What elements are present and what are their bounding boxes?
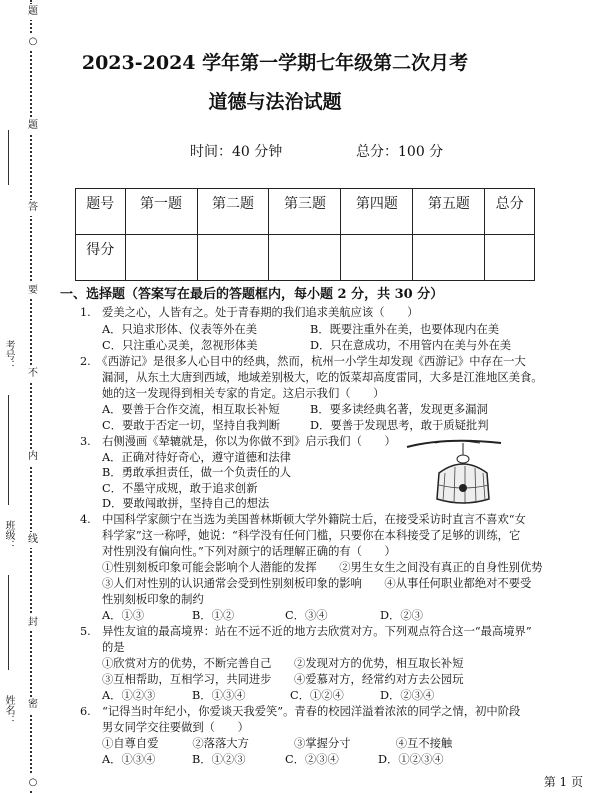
option-b: B．既要注重外在美，也要体现内在美 bbox=[310, 323, 500, 336]
option-d: D．要敢闯敢拼，坚持自己的想法 bbox=[102, 497, 270, 510]
seal-char: 题 bbox=[27, 118, 39, 134]
seal-char: 不 bbox=[27, 366, 39, 382]
score-header: 题号 bbox=[76, 189, 126, 235]
question-2-stem: 2. 《西游记》是很多人心目中的经典，然而，杭州一小学生却发现《西游记》中存在一大 bbox=[80, 355, 526, 368]
score-cell[interactable] bbox=[485, 235, 535, 281]
question-4-statement: ③人们对性别的认识通常会受到性别刻板印象的影响 ④从事任何职业都绝对不要受 bbox=[102, 577, 532, 590]
question-5-stem: 5. 异性友谊的最高境界：站在不远不近的地方去欣赏对方。下列观点符合这一“最高境界” bbox=[80, 625, 532, 638]
exam-id-label: 考号： bbox=[2, 335, 14, 375]
option-d: D．①②③④ bbox=[378, 753, 444, 766]
score-header: 总分 bbox=[485, 189, 535, 235]
option-d: D．只在意成功，不用管内在美与外在美 bbox=[310, 339, 512, 352]
option-d: D．②③ bbox=[380, 609, 423, 622]
section-title: 一、选择题（答案写在最后的答题框内，每小题 2 分，共 30 分） bbox=[60, 287, 444, 302]
seal-char: 密 bbox=[27, 697, 39, 713]
seal-char: 要 bbox=[27, 283, 39, 299]
seal-char: 内 bbox=[27, 449, 39, 465]
option-c: C．只注重心灵美，忽视形体美 bbox=[102, 339, 258, 352]
option-c: C．不墨守成规，敢于追求创新 bbox=[102, 482, 258, 495]
score-cell[interactable] bbox=[413, 235, 485, 281]
name-label: 姓名： bbox=[2, 690, 14, 730]
exam-subtitle: 道德与法治试题 bbox=[208, 91, 342, 113]
exam-title: 2023-2024 学年第一学期七年级第二次月考 bbox=[81, 52, 469, 74]
score-header: 第四题 bbox=[341, 189, 413, 235]
option-a: A．①③ bbox=[102, 609, 145, 622]
question-1-stem: 1. 爱美之心，人皆有之。处于青春期的我们追求美航应该（ ） bbox=[80, 306, 419, 319]
question-5-statement: ③互相帮助，互相学习，共同进步 ④爱慕对方，经常约对方去公园玩 bbox=[102, 673, 464, 686]
question-4-line: 对性别没有偏向性。”下列对颜宁的话理解正确的有（ ） bbox=[102, 545, 396, 558]
option-a: A．只追求形体、仪表等外在美 bbox=[102, 323, 258, 336]
question-6-stem: 6. “记得当时年纪小，你爱谈天我爱笑”。青春的校园洋溢着浓浓的同学之情，初中阶段 bbox=[80, 705, 521, 718]
question-4-line: 科学家”这一称呼，她说：“科学没有任何门槛，只要你在本科接受了足够的训练，它 bbox=[102, 529, 521, 542]
question-5-statement: ①欣赏对方的优势，不断完善自己 ②发现对方的优势，相互取长补短 bbox=[102, 657, 464, 670]
question-4-stem: 4. 中国科学家颜宁在当选为美国普林斯顿大学外籍院士后，在接受采访时直言不喜欢“女 bbox=[80, 513, 526, 526]
binding-margin bbox=[0, 0, 50, 793]
option-b: B．勇敢承担责任，做一个负责任的人 bbox=[102, 466, 292, 479]
seal-char: 封 bbox=[27, 615, 39, 631]
option-a: A．①②③ bbox=[102, 689, 156, 702]
question-2-line: 她的这一发现得到相关专家的肯定。这启示我们（ ） bbox=[102, 387, 385, 400]
score-cell[interactable] bbox=[341, 235, 413, 281]
option-b: B．①②③ bbox=[192, 753, 246, 766]
score-cell[interactable] bbox=[125, 235, 197, 281]
total-score-label: 总分：100 分 bbox=[356, 144, 444, 160]
option-c: C．①②④ bbox=[290, 689, 344, 702]
option-b: B．①③④ bbox=[192, 689, 246, 702]
score-cell[interactable] bbox=[269, 235, 341, 281]
option-d: D．要善于发现思考，敢于质疑批判 bbox=[310, 419, 489, 432]
question-6-line: 男女同学交往要做到（ ） bbox=[102, 721, 249, 734]
question-4-statement: 性别刻板印象的制约 bbox=[102, 593, 204, 606]
option-c: C．②③④ bbox=[285, 753, 339, 766]
class-underline bbox=[8, 575, 9, 670]
seal-circle: ○ bbox=[27, 34, 39, 50]
name-underline bbox=[8, 130, 9, 185]
exam-id-underline bbox=[8, 395, 9, 505]
question-6-statement: ①自尊自爱 ②落落大方 ③掌握分寸 ④互不接触 bbox=[102, 737, 453, 750]
question-5-line: 的是 bbox=[102, 641, 125, 654]
option-b: B．①② bbox=[192, 609, 235, 622]
score-header: 第三题 bbox=[269, 189, 341, 235]
option-a: A．要善于合作交流，相互取长补短 bbox=[102, 403, 280, 416]
question-2-line: 漏洞，从东土大唐到西域，地域差别极大，吃的饭菜却高度雷同，大多是江淮地区美食。 bbox=[102, 371, 543, 384]
seal-char: 线 bbox=[27, 532, 39, 548]
time-label: 时间：40 分钟 bbox=[190, 144, 283, 160]
score-table bbox=[75, 188, 535, 281]
page-number: 第 1 页 bbox=[543, 775, 583, 789]
question-4-statement: ①性别刻板印象可能会影响个人潜能的发挥 ②男生女生之间没有真正的自身性别优势 bbox=[102, 561, 543, 574]
option-a: A．①③④ bbox=[102, 753, 156, 766]
option-d: D．②③④ bbox=[380, 689, 435, 702]
seal-char: 答 bbox=[27, 200, 39, 216]
question-3-stem: 3. 右侧漫画《辇辘就是，你以为你做不到》启示我们（ ） bbox=[80, 435, 396, 448]
seal-circle: ○ bbox=[27, 775, 39, 791]
score-row-label: 得分 bbox=[76, 235, 126, 281]
score-header: 第五题 bbox=[413, 189, 485, 235]
score-header: 第二题 bbox=[197, 189, 269, 235]
score-cell[interactable] bbox=[197, 235, 269, 281]
option-b: B．要多读经典名著，发现更多漏洞 bbox=[310, 403, 488, 416]
option-c: C．要敢于否定一切，坚持自我判断 bbox=[102, 419, 281, 432]
score-header: 第一题 bbox=[125, 189, 197, 235]
option-c: C．③④ bbox=[285, 609, 328, 622]
cartoon-illustration bbox=[405, 433, 505, 511]
seal-char: 题 bbox=[27, 4, 39, 20]
option-a: A．正确对待好奇心，遵守道德和法律 bbox=[102, 451, 291, 464]
class-label: 班级： bbox=[2, 515, 14, 555]
